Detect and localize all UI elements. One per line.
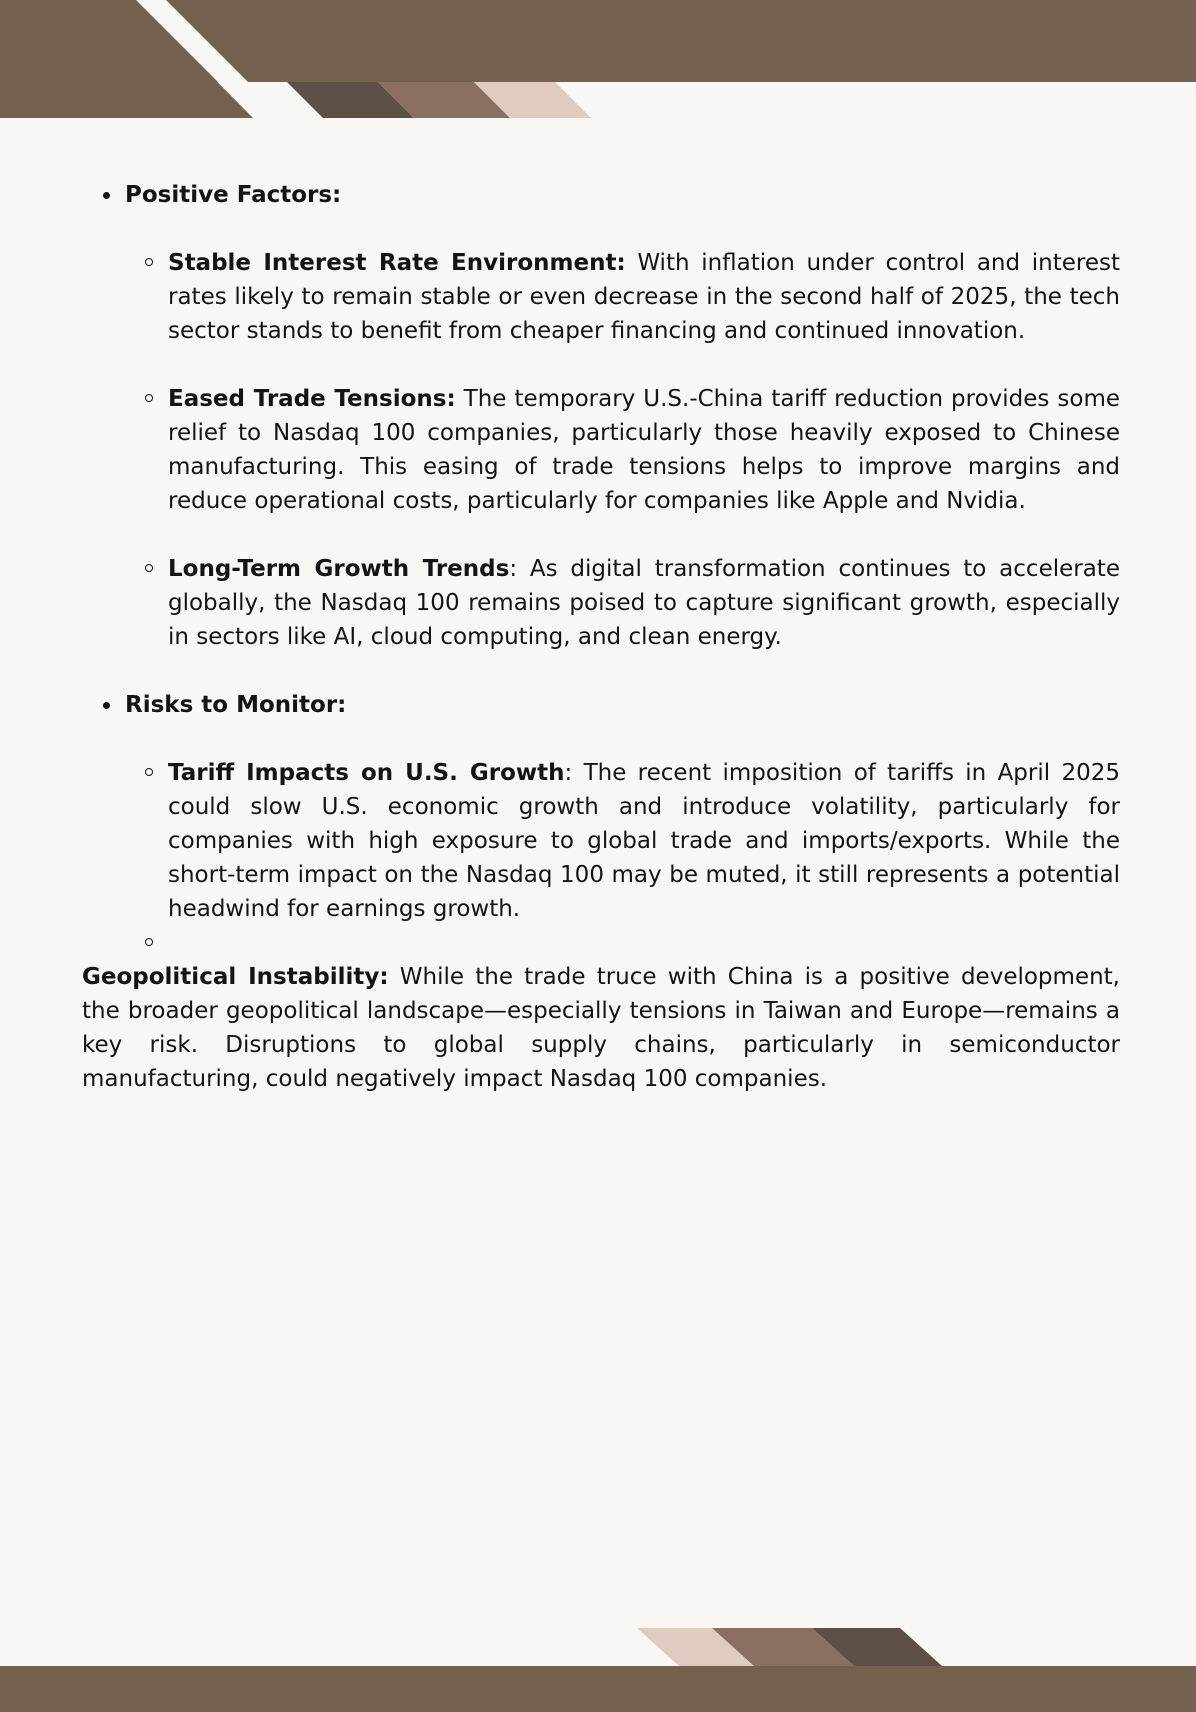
- footer-band: [0, 1666, 1196, 1712]
- section-heading-colon: :: [337, 692, 347, 718]
- list-item: [168, 756, 1120, 926]
- item-text: : As digital transformation continues to accelerate globally, the Nasdaq 100 remains poised to capture significant growth, especially in sectors like AI, cloud computing, and clean energy.: [168, 556, 1120, 650]
- item-title: Eased Trade Tensions:: [168, 386, 456, 412]
- section-risks-to-monitor: [125, 688, 1120, 960]
- header-decoration: [0, 0, 1196, 120]
- section-heading: Positive Factors:: [125, 182, 342, 208]
- list-item: [168, 246, 1120, 348]
- item-title: Stable Interest Rate Environment:: [168, 250, 626, 276]
- section-heading-line: [125, 688, 1120, 722]
- item-text: : The recent imposition of tariffs in April 2025 could slow U.S. economic growth and introduce volatility, particularly for companies with high exposure to global trade and imports/exports. While the short-term impact on the Nasdaq 100 may be muted, it still represents a potential headwind for earnings growth.: [168, 760, 1120, 922]
- document-body: [82, 178, 1120, 1096]
- empty-list-item: [168, 926, 1120, 960]
- closing-title: Geopolitical Instability:: [82, 964, 389, 990]
- item-title: Long-Term Growth Trends: [168, 556, 510, 582]
- section-heading: Risks to Monitor: [125, 692, 338, 718]
- list-item: [168, 382, 1120, 518]
- sub-list: [125, 246, 1120, 654]
- footer-decoration: [0, 1620, 1196, 1712]
- sub-list: [125, 756, 1120, 960]
- top-level-list: [82, 178, 1120, 960]
- closing-text: While the trade truce with China is a positive development, the broader geopolitical landscape—especially tensions in Taiwan and Europe—remains a key risk. Disruptions to global supply chains, particularly in semiconductor manufacturing, could negatively impact Nasdaq 100 companies.: [82, 964, 1120, 1092]
- item-title: Tariff Impacts on U.S. Growth: [168, 760, 565, 786]
- list-item: [168, 552, 1120, 654]
- section-positive-factors: [125, 178, 1120, 654]
- item-text: The temporary U.S.-China tariff reduction provides some relief to Nasdaq 100 companies, particularly those heavily exposed to Chinese manufacturing. This easing of trade tensions helps to improve margins and reduce operational costs, particularly for companies like Apple and Nvidia.: [168, 386, 1121, 514]
- closing-paragraph: [82, 960, 1120, 1096]
- item-text: With inflation under control and interest rates likely to remain stable or even decrease in the second half of 2025, the tech sector stands to benefit from cheaper financing and continued innovation.: [168, 250, 1121, 344]
